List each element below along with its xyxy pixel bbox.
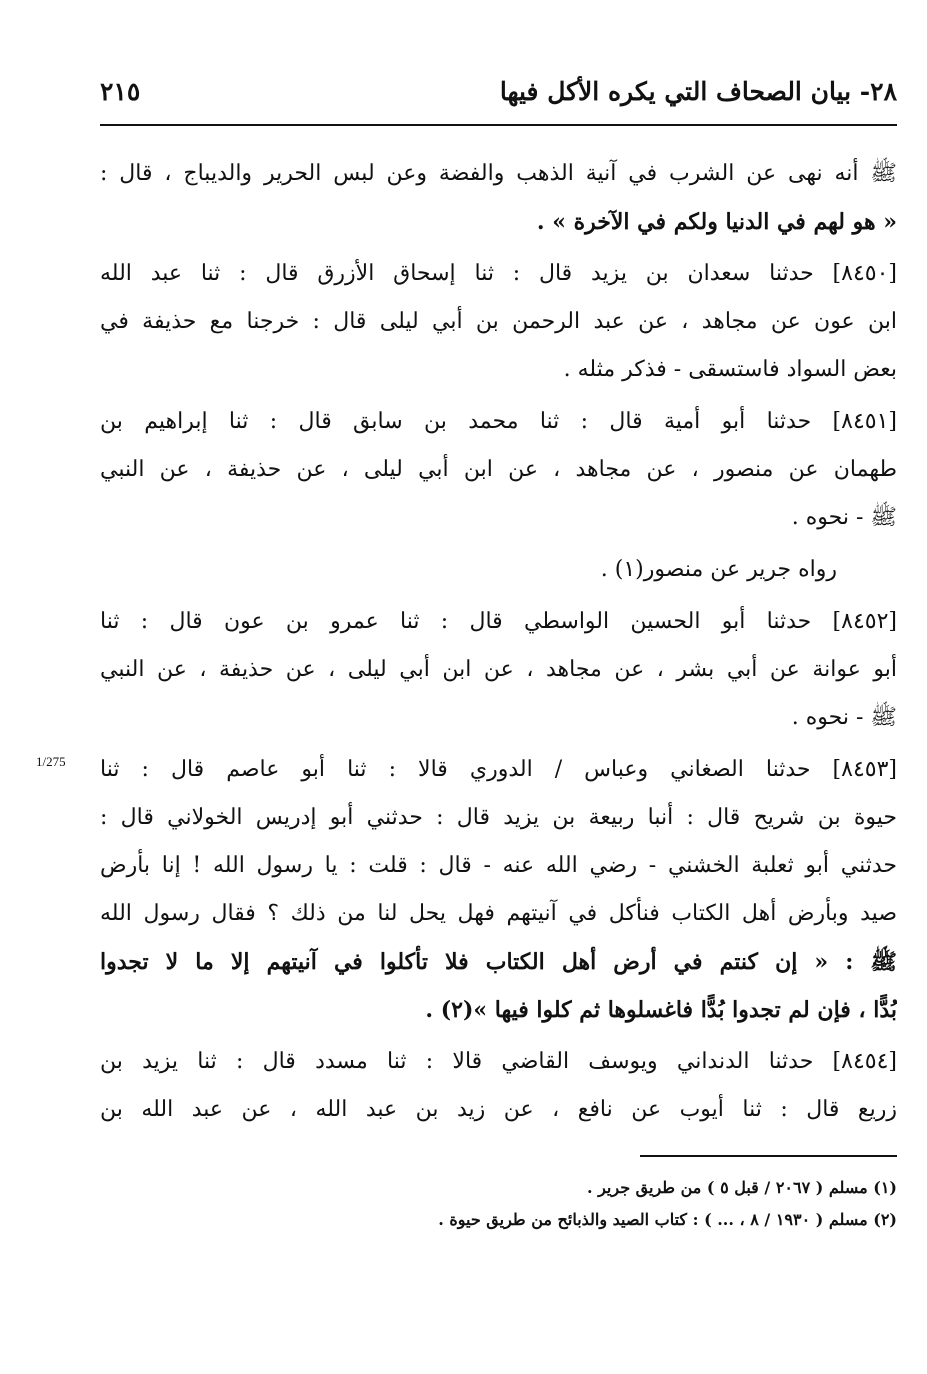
text-line: [٨٤٥٤] حدثنا الدنداني ويوسف القاضي قالا : ثنا مسدد قال : ثنا يزيد بن	[100, 1049, 897, 1074]
text-line: أبو عوانة عن أبي بشر ، عن مجاهد ، عن ابن أبي ليلى ، عن حذيفة ، عن النبي	[100, 657, 897, 682]
text-line: ابن عون عن مجاهد ، عن عبد الرحمن بن أبي ليلى قال : خرجنا مع حذيفة في	[100, 309, 897, 334]
paragraph	[100, 150, 897, 246]
text-line: [٨٤٥٠] حدثنا سعدان بن يزيد قال : ثنا إسحاق الأزرق قال : ثنا عبد الله	[100, 261, 897, 286]
text-line: [٨٤٥٣] حدثنا الصغاني وعباس / الدوري قالا : ثنا أبو عاصم قال : ثنا	[100, 757, 897, 782]
text-line: رواه جرير عن منصور(١) .	[600, 557, 837, 582]
narration-note	[100, 546, 897, 594]
margin-note: 1/275	[36, 754, 66, 769]
footnote-divider	[640, 1155, 897, 1157]
text-line: ﷺ أنه نهى عن الشرب في آنية الذهب والفضة وعن لبس الحرير والديباج ، قال :	[100, 161, 897, 186]
main-text	[100, 150, 897, 1138]
text-line: ﷺ : « إن كنتم في أرض أهل الكتاب فلا تأكلوا في آنيتهم إلا ما لا تجدوا	[100, 949, 897, 975]
text-line: حيوة بن شريح قال : أنبا ربيعة بن يزيد قال : حدثني أبو إدريس الخولاني قال :	[100, 805, 897, 830]
text-line: بُدًّا ، فإن لم تجدوا بُدًّا فاغسلوها ثم كلوا فيها »(٢) .	[425, 997, 897, 1023]
hadith-8453	[100, 746, 897, 1034]
text-line: صيد وبأرض أهل الكتاب فنأكل في آنيتهم فهل يحل لنا من ذلك ؟ فقال رسول الله	[100, 901, 897, 926]
text-line: بعض السواد فاستسقى - فذكر مثله .	[563, 357, 897, 382]
page-header	[100, 72, 897, 124]
text-line: ﷺ - نحوه .	[791, 705, 897, 730]
hadith-8451	[100, 398, 897, 542]
text-line: حدثني أبو ثعلبة الخشني - رضي الله عنه - قال : قلت : يا رسول الله ! إنا بأرض	[100, 853, 897, 878]
header-divider	[100, 124, 897, 126]
text-line: « هو لهم في الدنيا ولكم في الآخرة » .	[536, 209, 897, 235]
footnote: (٢) مسلم ( ١٩٣٠ / ٨ ، ... ) : كتاب الصيد والذبائح من طريق حيوة .	[438, 1210, 897, 1229]
text-line: [٨٤٥٢] حدثنا أبو الحسين الواسطي قال : ثنا عمرو بن عون قال : ثنا	[100, 609, 897, 634]
text-line: ﷺ - نحوه .	[791, 505, 897, 530]
text-line: زريع قال : ثنا أيوب عن نافع ، عن زيد بن عبد الله ، عن عبد الله بن	[100, 1097, 897, 1122]
page-number: ٢١٥	[100, 77, 141, 106]
hadith-8450	[100, 250, 897, 394]
hadith-8452	[100, 598, 897, 742]
chapter-title: ٢٨- بيان الصحاف التي يكره الأكل فيها	[499, 77, 897, 106]
footnote: (١) مسلم ( ٢٠٦٧ / قبل ٥ ) من طريق جرير .	[586, 1178, 897, 1197]
footnotes	[100, 1172, 897, 1236]
hadith-8454	[100, 1038, 897, 1134]
text-line: طهمان عن منصور ، عن مجاهد ، عن ابن أبي ليلى ، عن حذيفة ، عن النبي	[100, 457, 897, 482]
text-line: [٨٤٥١] حدثنا أبو أمية قال : ثنا محمد بن سابق قال : ثنا إبراهيم بن	[100, 409, 897, 434]
